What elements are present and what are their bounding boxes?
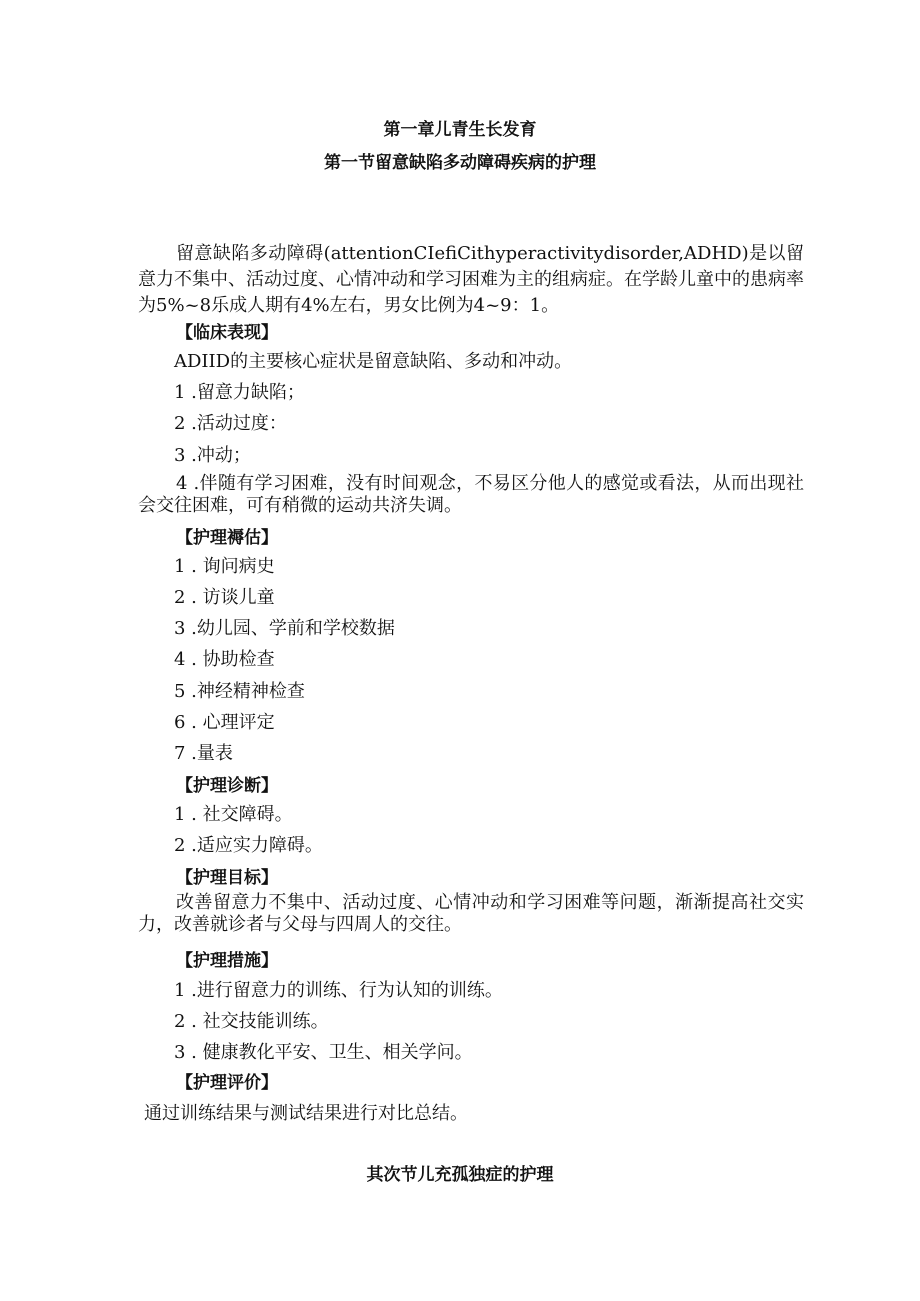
heading-clinical: 【临床表现】 [176, 323, 278, 343]
clinical-summary: ADIID的主要核心症状是留意缺陷、多动和冲动。 [174, 351, 573, 372]
assessment-item: 7 .量表 [174, 743, 233, 764]
clinical-item: 3 .冲动； [174, 445, 251, 466]
assessment-item: 2 . 访谈儿童 [174, 587, 275, 608]
diagnosis-item: 1 . 社交障碍。 [174, 804, 293, 825]
assessment-item: 3 .幼儿园、学前和学校数据 [174, 618, 395, 639]
measures-item: 1 .进行留意力的训练、行为认知的训练。 [174, 980, 503, 1001]
diagnosis-item: 2 .适应实力障碍。 [174, 835, 323, 856]
intro-paragraph: 留意缺陷多动障碍(attentionCIefiCithyperactivitydisorder,ADHD)是以留意力不集中、活动过度、心情冲动和学习困难为主的组病症。在学龄儿童中的患病率为5%~8乐成人期有4%左右，男女比例为4~9：1。 [138, 243, 804, 316]
clinical-item: 2 .活动过度： [174, 413, 287, 434]
assessment-item: 6 . 心理评定 [174, 712, 275, 733]
section-title: 第一节留意缺陷多动障碍疾病的护理 [324, 153, 596, 173]
clinical-item: 1 .留意力缺陷； [174, 382, 305, 403]
measures-item: 2 . 社交技能训练。 [174, 1011, 329, 1032]
section-2-title: 其次节儿充孤独症的护理 [366, 1165, 554, 1185]
assessment-item: 1 . 询问病史 [174, 556, 275, 577]
heading-measures: 【护理措施】 [176, 951, 278, 971]
evaluation-text: 通过训练结果与测试结果进行对比总结。 [144, 1103, 468, 1124]
heading-assessment: 【护理褥估】 [176, 528, 278, 548]
goals-paragraph: 改善留意力不集中、活动过度、心情冲动和学习困难等问题，渐渐提高社交实力，改善就诊者与父母与四周人的交往。 [138, 892, 804, 935]
assessment-item: 5 .神经精神检查 [174, 681, 305, 702]
assessment-item: 4 . 协助检查 [174, 649, 275, 670]
heading-diagnosis: 【护理诊断】 [176, 776, 278, 796]
heading-goals: 【护理目标】 [176, 868, 278, 888]
heading-evaluation: 【护理评价】 [176, 1073, 278, 1093]
chapter-title: 第一章儿青生长发育 [383, 120, 537, 140]
measures-item: 3 . 健康教化平安、卫生、相关学问。 [174, 1042, 473, 1063]
clinical-item-4: 4 .伴随有学习困难，没有时间观念，不易区分他人的感觉或看法，从而出现社会交往困难，可有稍微的运动共济失调。 [138, 473, 804, 516]
